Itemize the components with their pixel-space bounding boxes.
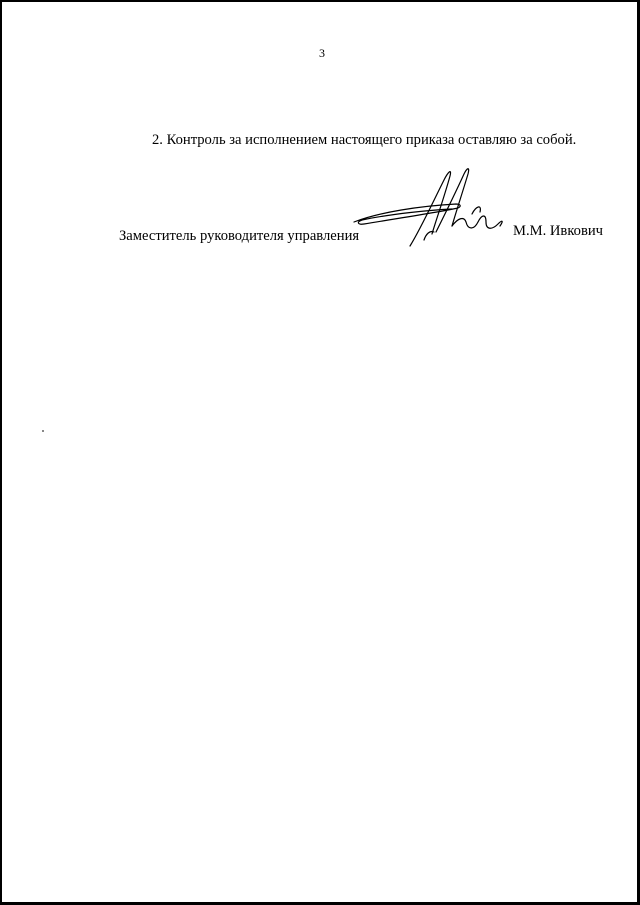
handwritten-signature: [340, 160, 510, 252]
signatory-name: М.М. Ивкович: [513, 223, 604, 239]
control-paragraph: 2. Контроль за исполнением настоящего приказа оставляю за собой.: [152, 132, 577, 148]
signatory-position: Заместитель руководителя управления: [119, 228, 360, 244]
page-number: 3: [319, 46, 325, 60]
scan-speck: [42, 430, 44, 432]
